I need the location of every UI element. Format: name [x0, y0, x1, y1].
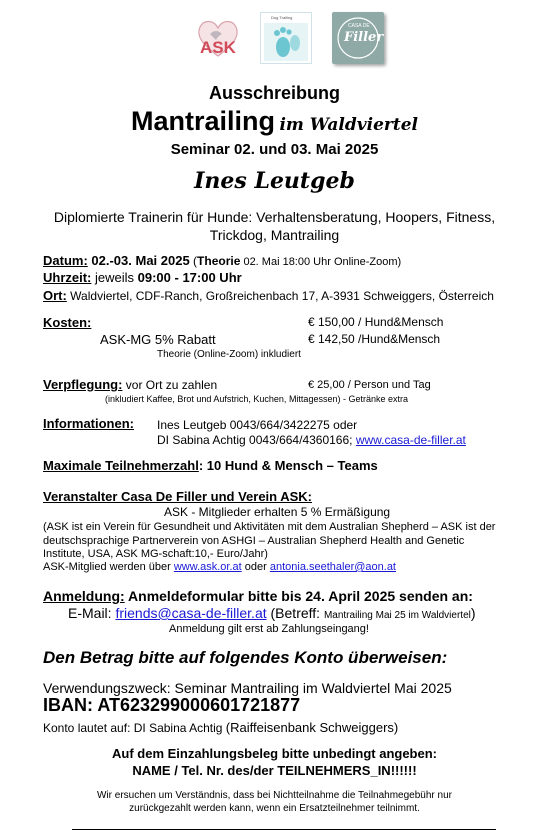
betreff-prefix: (Betreff: — [266, 605, 324, 621]
verpflegung-text: vor Ort zu zahlen — [122, 378, 218, 392]
trainer-description-1: Diplomierte Trainerin für Hunde: Verhaltensberatung, Hoopers, Fitness, — [53, 209, 496, 225]
ask-link[interactable]: www.ask.or.at — [173, 561, 242, 573]
filler-logo-text: Filler — [344, 30, 384, 45]
veranstalter-rabatt: ASK - Mitglieder erhalten 5 % Ermäßigung — [164, 505, 391, 519]
email-link-friends[interactable]: friends@casa-de-filler.at — [115, 605, 267, 621]
filler-logo-top: CASA DE — [348, 23, 370, 29]
page-title: Ausschreibung — [208, 83, 341, 103]
ask-logo-text: ASK — [200, 38, 236, 57]
veranstalter-desc-2: deutschsprachige Partnerverein von ASHGI – Australian Shepherd Health and Genetic — [43, 535, 465, 547]
trainer-description-2: Trickdog, Mantrailing — [209, 227, 340, 243]
uhrzeit-value: 09:00 - 17:00 Uhr — [137, 270, 242, 285]
ort-row — [43, 288, 494, 303]
informationen-line-2 — [157, 433, 466, 447]
konto-inhaber-row — [43, 720, 398, 735]
konto-bank: (Raiffeisenbank Schweiggers) — [225, 720, 399, 735]
main-title-suffix: im Waldviertel — [279, 115, 419, 135]
member-oder: oder — [241, 561, 270, 573]
datum-row — [43, 253, 401, 268]
anmeldung-note: Anmeldung gilt erst ab Zahlungseingang! — [169, 623, 369, 635]
verpflegung-row — [43, 377, 217, 392]
einzahlung-line-1: Auf dem Einzahlungsbeleg bitte unbedingt angeben: — [112, 746, 437, 761]
footer-line-1: Wir ersuchen um Verständnis, dass bei Nichtteilnahme die Teilnahmegebühr nur — [96, 790, 452, 801]
anmeldung-text: Anmeldeformular bitte bis 24. April 2025 senden an: — [124, 588, 473, 604]
main-title-text: Mantrailing — [130, 106, 275, 136]
teilnehmer-row — [43, 458, 378, 473]
email-label: E-Mail: — [68, 605, 116, 621]
footprint-icon — [261, 13, 311, 63]
konto-inhaber: Konto lautet auf: DI Sabina Achtig — [43, 721, 226, 735]
informationen-contact: DI Sabina Achtig 0043/664/4360166; — [157, 433, 356, 447]
trainer-name: Ines Leutgeb — [194, 168, 355, 194]
konto-heading: Den Betrag bitte auf folgendes Konto überweisen: — [43, 648, 448, 667]
verpflegung-note: (inkludiert Kaffee, Brot und Aufstrich, Kuchen, Mittagessen) - Getränke extra — [105, 394, 408, 404]
email-link-antonia[interactable]: antonia.seethaler@aon.at — [269, 561, 396, 573]
footer-line-2: zurückgezahlt werden kann, wenn ein Ersatzteilnehmer teilnimmt. — [129, 803, 420, 814]
uhrzeit-row — [43, 270, 242, 285]
datum-label: Datum: — [43, 253, 88, 268]
anmeldung-row — [43, 588, 473, 604]
casa-de-filler-logo — [332, 12, 384, 64]
datum-note-bold: Theorie — [197, 254, 241, 268]
anmeldung-label: Anmeldung: — [43, 588, 125, 604]
member-prefix: ASK-Mitglied werden über — [43, 561, 174, 573]
kosten-price-2: € 142,50 /Hund&Mensch — [308, 332, 441, 346]
ask-logo — [192, 12, 244, 64]
seminar-dates: Seminar 02. und 03. Mai 2025 — [170, 141, 379, 158]
website-link[interactable]: www.casa-de-filler.at — [355, 433, 466, 447]
betreff-text: Mantrailing Mai 25 im Waldviertel — [323, 610, 471, 621]
kosten-price-1: € 150,00 / Hund&Mensch — [308, 315, 444, 329]
konto-zweck: Verwendungszweck: Seminar Mantrailing im Waldviertel Mai 2025 — [43, 680, 452, 696]
veranstalter-label: Veranstalter Casa De Filler und Verein ASK: — [43, 489, 313, 504]
anmeldung-email-row — [68, 605, 476, 621]
veranstalter-desc-3: Institute, USA, ASK MG-schaft:10,- Euro/Jahr) — [43, 548, 268, 560]
main-title — [0, 106, 549, 137]
veranstalter-desc-1: (ASK ist ein Verein für Gesundheit und Aktivitäten mit dem Australian Shepherd – ASK ist der — [43, 521, 496, 533]
uhrzeit-prefix: jeweils — [91, 270, 138, 285]
verpflegung-label: Verpflegung: — [43, 377, 123, 392]
datum-note: 02. Mai 18:00 Uhr Online-Zoom) — [240, 256, 402, 268]
veranstalter-member-row — [43, 561, 396, 573]
einzahlung-line-2: NAME / Tel. Nr. des/der TEILNEHMERS_IN!!!!!! — [132, 763, 417, 778]
kosten-note: Theorie (Online-Zoom) inkludiert — [157, 349, 301, 360]
kosten-label: Kosten: — [43, 315, 92, 330]
konto-iban: IBAN: AT623299000601721877 — [43, 695, 301, 715]
ort-value: Waldviertel, CDF-Ranch, Großreichenbach 17, A-3931 Schweiggers, Österreich — [66, 289, 494, 303]
betreff-suffix: ) — [470, 605, 476, 621]
uhrzeit-label: Uhrzeit: — [43, 270, 92, 285]
informationen-label: Informationen: — [43, 416, 134, 431]
dog-trailing-logo — [260, 12, 312, 64]
teilnehmer-label: Maximale Teilnehmerzahl — [43, 458, 199, 473]
ort-label: Ort: — [43, 288, 67, 303]
kosten-rabatt-label: ASK-MG 5% Rabatt — [100, 332, 216, 347]
informationen-line-1: Ines Leutgeb 0043/664/3422275 oder — [157, 418, 358, 432]
dog-trailing-caption: Dog Trailing — [271, 15, 293, 20]
teilnehmer-value: : 10 Hund & Mensch – Teams — [198, 458, 378, 473]
footer-divider — [72, 829, 496, 830]
verpflegung-price: € 25,00 / Person und Tag — [308, 379, 431, 391]
datum-value: 02.-03. Mai 2025 — [91, 253, 190, 268]
datum-note-open: ( — [189, 254, 198, 268]
